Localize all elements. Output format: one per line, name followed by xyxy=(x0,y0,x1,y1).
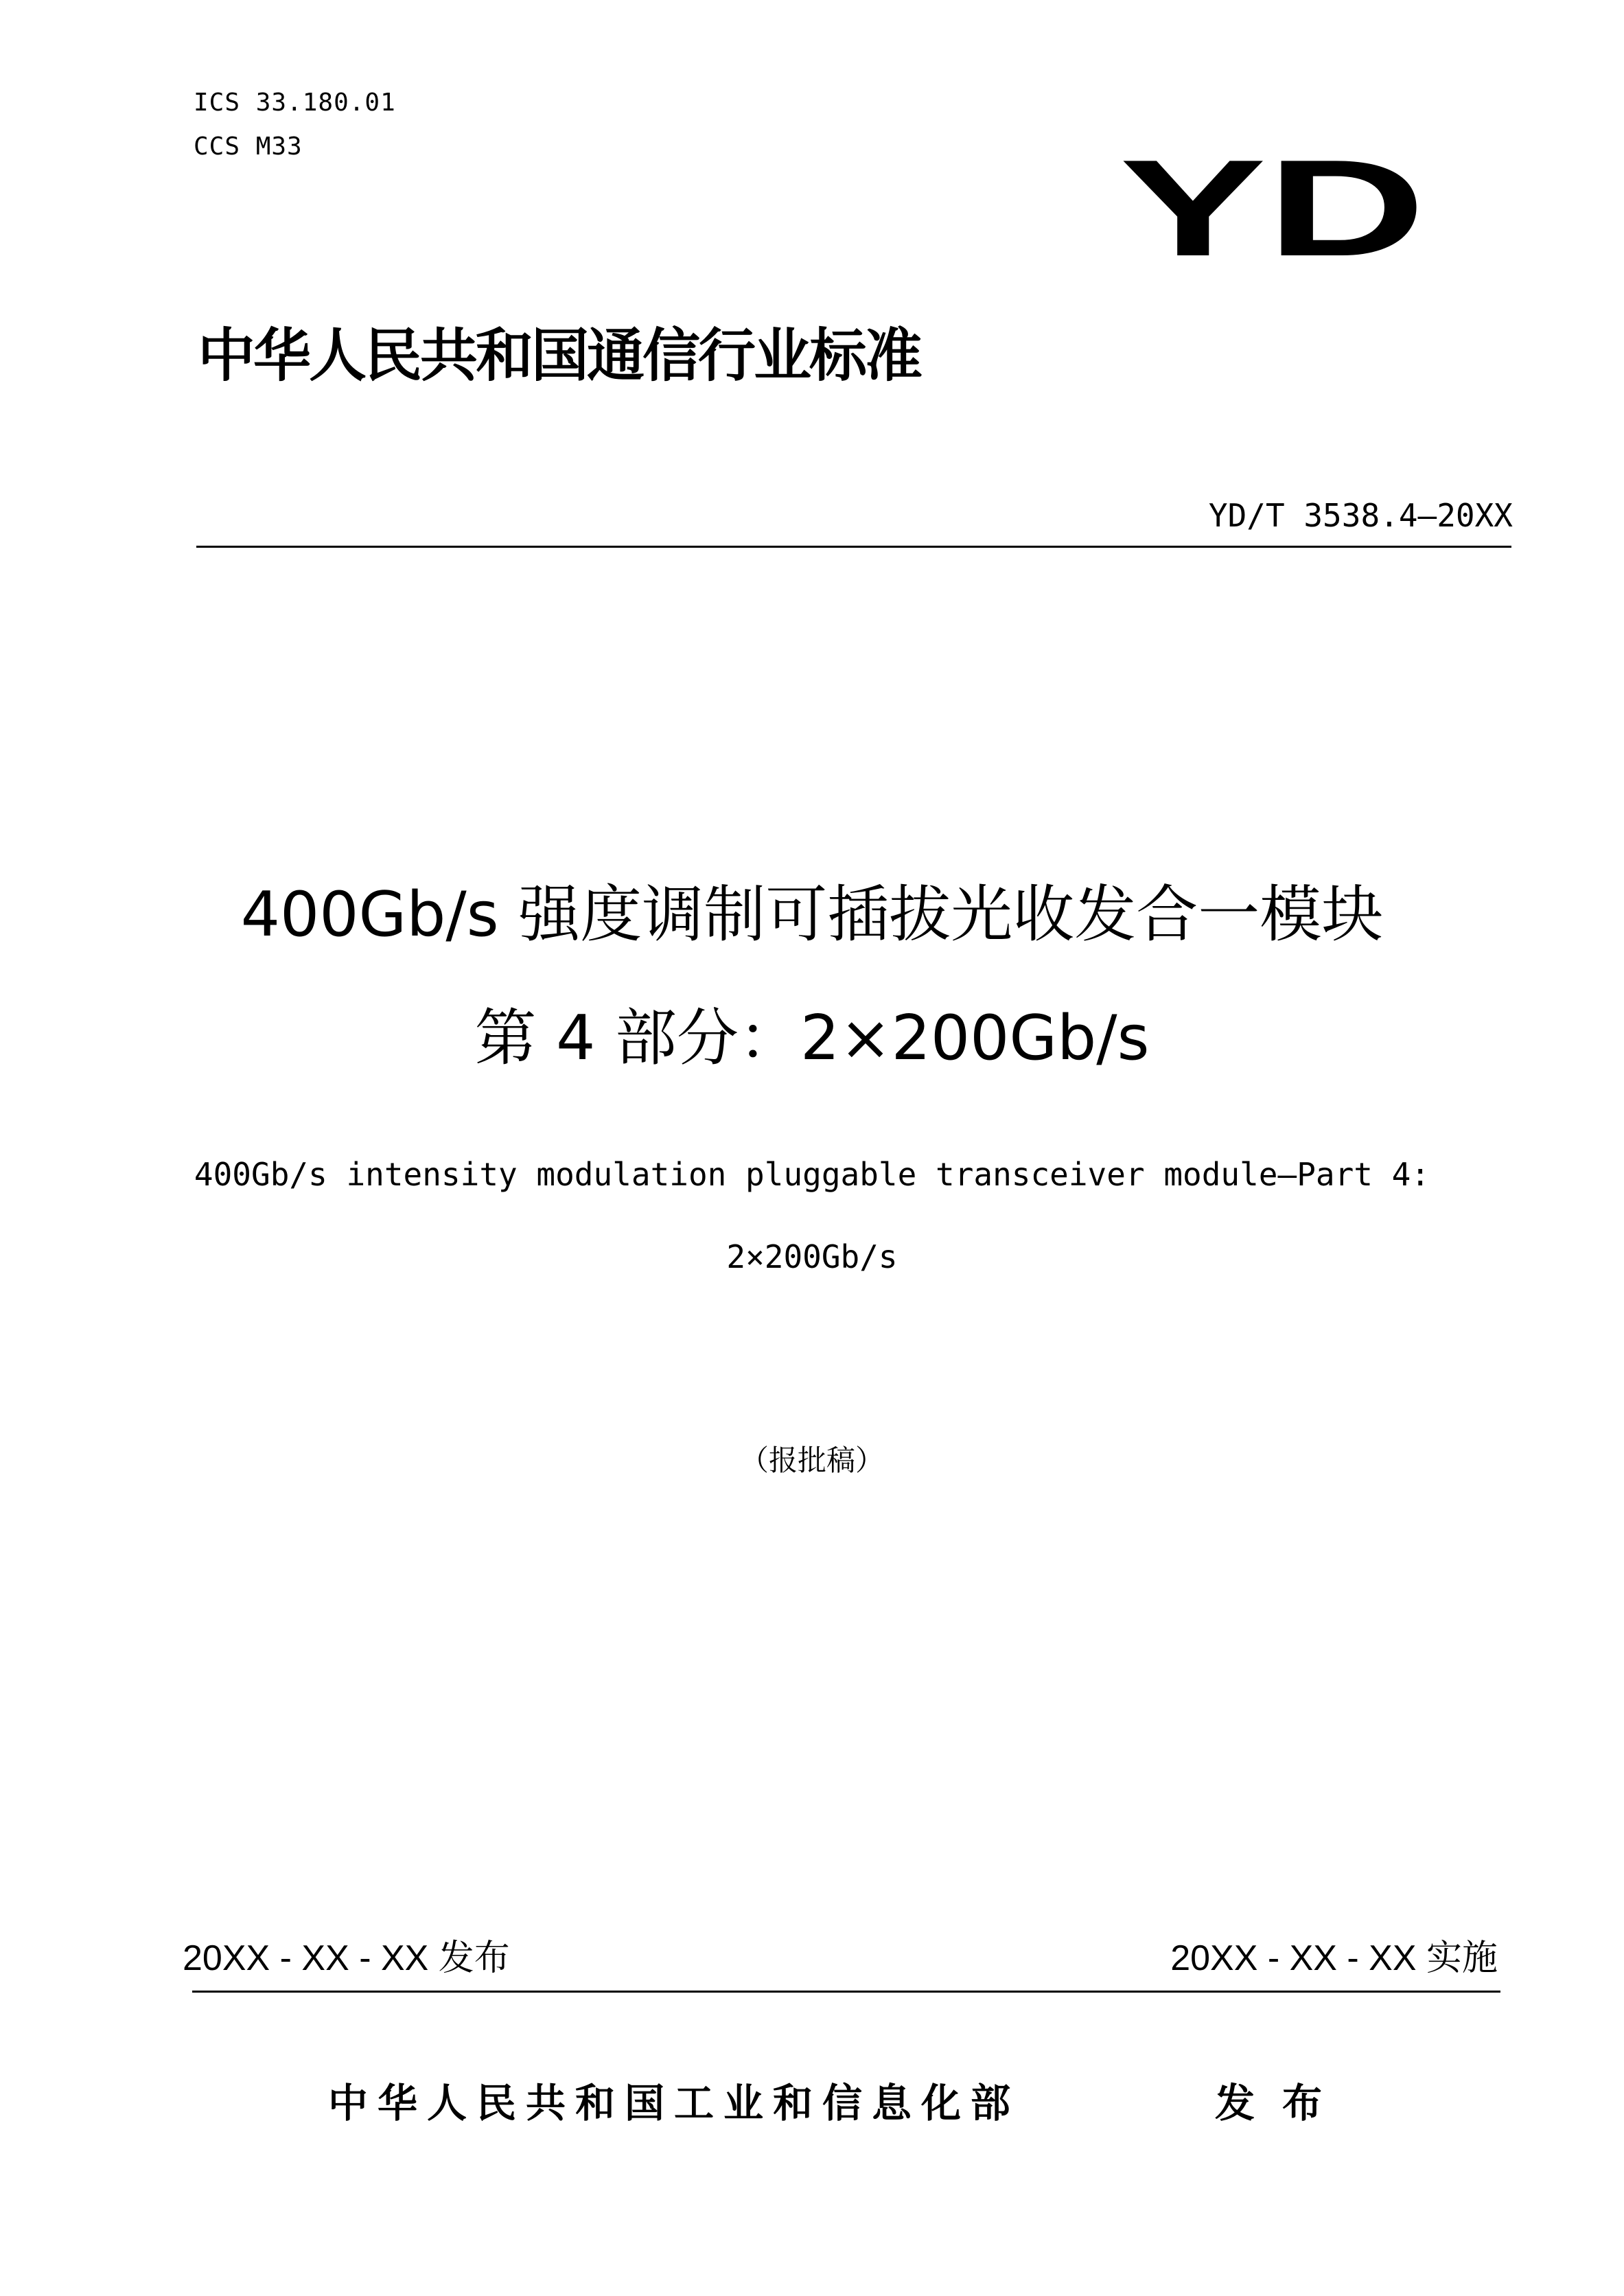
issuing-authority: 中华人民共和国工业和信息化部 xyxy=(328,2080,1021,2126)
classification-codes xyxy=(194,81,396,169)
ccs-code: CCS M33 xyxy=(194,132,303,161)
chinese-title-line-1: 400Gb/s 强度调制可插拔光收发合一模块 xyxy=(240,879,1384,951)
footer-divider xyxy=(192,1991,1500,1993)
publish-date: 20XX - XX - XX 发布 xyxy=(183,1938,510,1978)
implement-date: 20XX - XX - XX 实施 xyxy=(1170,1938,1498,1978)
ics-code: ICS 33.180.01 xyxy=(194,89,396,117)
english-title-line-1: 400Gb/s intensity modulation pluggable transceiver module—Part 4: xyxy=(194,1156,1430,1193)
industry-standard-title: 中华人民共和国通信行业标准 xyxy=(198,322,921,389)
standard-number: YD/T 3538.4—20XX xyxy=(1208,497,1513,534)
draft-status: （报批稿） xyxy=(739,1443,884,1477)
header-divider xyxy=(196,546,1511,548)
chinese-title-line-2: 第 4 部分：2×200Gb/s xyxy=(474,1002,1150,1074)
yd-logo xyxy=(1117,146,1428,283)
english-title-line-2: 2×200Gb/s xyxy=(726,1238,898,1275)
issue-label: 发布 xyxy=(1215,2080,1350,2126)
yd-logo-text: YD xyxy=(1120,146,1426,283)
